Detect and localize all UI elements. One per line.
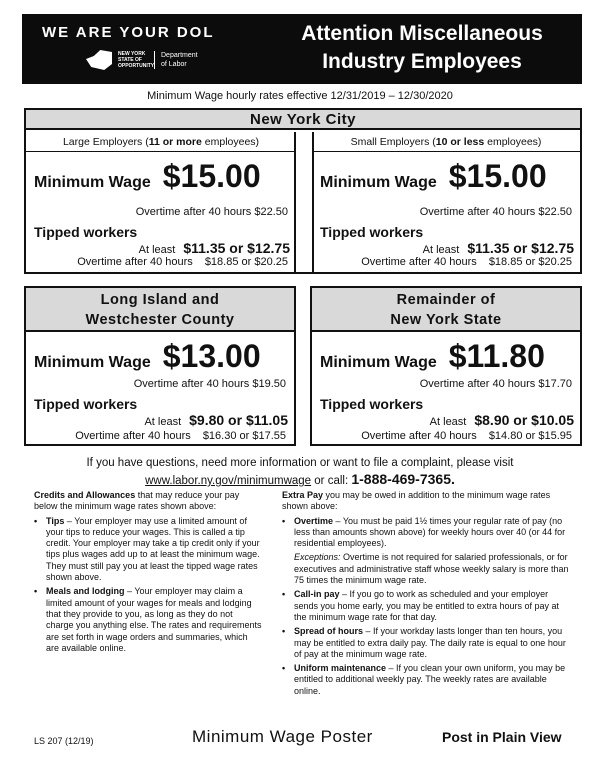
minimum-wage-value: $11.80 bbox=[448, 338, 545, 374]
minimum-wage-label: Minimum Wage bbox=[34, 174, 151, 191]
tipped-overtime-row: Overtime after 40 hours $18.85 or $20.25 bbox=[361, 256, 572, 268]
minimum-wage-value: $15.00 bbox=[448, 158, 547, 194]
minimum-wage-row bbox=[320, 338, 545, 375]
post-in-plain-view: Post in Plain View bbox=[442, 729, 562, 745]
form-code: LS 207 (12/19) bbox=[34, 736, 94, 746]
extra-pay-section bbox=[282, 490, 572, 697]
tipped-minimum-row: At least $11.35 or $12.75 bbox=[422, 240, 574, 256]
minimum-wage-label: Minimum Wage bbox=[34, 354, 151, 371]
minimum-wage-value: $15.00 bbox=[162, 158, 261, 194]
region-title: Long Island and Westchester County bbox=[26, 288, 294, 332]
minimum-wage-row bbox=[320, 158, 547, 195]
logo-divider bbox=[154, 51, 155, 69]
tipped-workers-label: Tipped workers bbox=[320, 396, 424, 412]
poster-title: Attention Miscellaneous Industry Employees bbox=[301, 22, 543, 73]
tipped-overtime-row: Overtime after 40 hours $18.85 or $20.25 bbox=[77, 256, 288, 268]
overtime-rate: Overtime after 40 hours $17.70 bbox=[419, 378, 572, 390]
minimum-wage-link[interactable]: www.labor.ny.gov/minimumwage bbox=[145, 475, 312, 487]
nyc-region bbox=[24, 108, 582, 274]
extra-pay-intro: Extra Pay you may be owed in addition to the minimum wage rates shown above: bbox=[282, 490, 551, 512]
list-item: • Overtime – You must be paid 1½ times your regular rate of pay (no less than amounts shown above) for weekly hours over 40 (or 44 for residential employees). bbox=[282, 516, 572, 550]
remainder-of-state-region bbox=[310, 286, 582, 446]
overtime-exceptions: Exceptions: Overtime is not required for salaried professionals, or for executives and administrative staff whose weekly salary is more than 75 times the minimum wage rate. bbox=[294, 552, 569, 586]
list-item: • Spread of hours – If your workday lasts longer than ten hours, you may be entitled to extra daily pay. The daily rate is equal to one hour of pay at the minimum wage rate. bbox=[282, 626, 572, 660]
tipped-overtime-row: Overtime after 40 hours $14.80 or $15.95 bbox=[361, 430, 572, 442]
tipped-minimum-row: At least $8.90 or $10.05 bbox=[429, 412, 574, 428]
department-name: Department of Labor bbox=[161, 52, 198, 68]
poster-header bbox=[22, 14, 582, 84]
phone-number: 1-888-469-7365. bbox=[351, 471, 455, 487]
brand-slogan: WE ARE YOUR DOL bbox=[42, 24, 215, 41]
contact-info: If you have questions, need more information or want to file a complaint, please visit www.labor.ny.gov/minimumwage or call: 1-888-469-7365. bbox=[0, 455, 600, 489]
large-employers-panel bbox=[26, 132, 296, 272]
overtime-rate: Overtime after 40 hours $22.50 bbox=[419, 206, 572, 218]
ny-state-wordmark: NEW YORK STATE OF OPPORTUNITY bbox=[118, 51, 155, 69]
nys-dol-logo bbox=[86, 50, 198, 70]
tipped-minimum-row: At least $11.35 or $12.75 bbox=[138, 240, 290, 256]
effective-dates: Minimum Wage hourly rates effective 12/31/2019 – 12/30/2020 bbox=[147, 90, 453, 102]
list-item: • Tips – Your employer may use a limited amount of your tips to reduce your wages. This is called a tip credit. Your employer may take a tip credit only if your tips plus wages add up to at least the minimum wage. They must still pay you at least the tipped wage rates shown above. bbox=[34, 516, 262, 584]
employer-size-label: Large Employers (11 or more employees) bbox=[26, 132, 296, 152]
small-employers-panel bbox=[312, 132, 580, 272]
tipped-workers-label: Tipped workers bbox=[34, 396, 138, 412]
minimum-wage-label: Minimum Wage bbox=[320, 354, 437, 371]
tipped-workers-label: Tipped workers bbox=[320, 224, 424, 240]
minimum-wage-row bbox=[34, 158, 261, 195]
minimum-wage-value: $13.00 bbox=[162, 338, 261, 374]
region-title: New York City bbox=[26, 110, 580, 130]
credits-intro: Credits and Allowances that may reduce your pay below the minimum wage rates shown above: bbox=[34, 490, 240, 512]
list-item: • Call-in pay – If you go to work as scheduled and your employer sends you home early, you may be entitled to extra hours of pay at the minimum wage rate for that day. bbox=[282, 589, 572, 623]
tipped-overtime-row: Overtime after 40 hours $16.30 or $17.55 bbox=[75, 430, 286, 442]
tipped-minimum-row: At least $9.80 or $11.05 bbox=[144, 412, 288, 428]
contact-text: If you have questions, need more information or want to file a complaint, please visit bbox=[86, 457, 514, 469]
minimum-wage-row bbox=[34, 338, 261, 375]
overtime-rate: Overtime after 40 hours $19.50 bbox=[133, 378, 286, 390]
credits-allowances-section bbox=[34, 490, 262, 654]
ny-state-map-icon bbox=[86, 50, 112, 70]
overtime-rate: Overtime after 40 hours $22.50 bbox=[135, 206, 288, 218]
region-title: Remainder of New York State bbox=[312, 288, 580, 332]
minimum-wage-label: Minimum Wage bbox=[320, 174, 437, 191]
tipped-workers-label: Tipped workers bbox=[34, 224, 138, 240]
poster-footer-title: Minimum Wage Poster bbox=[192, 727, 373, 746]
list-item: • Meals and lodging – Your employer may claim a limited amount of your wages for meals and lodging that they provide to you, as long as they do not charge you anything else. The rates and requirements are set forth in wage orders and summaries, which are available online. bbox=[34, 586, 262, 654]
long-island-westchester-region bbox=[24, 286, 296, 446]
list-item: • Uniform maintenance – If you clean your own uniform, you may be entitled to additional weekly pay. The weekly rates are available online. bbox=[282, 663, 572, 697]
employer-size-label: Small Employers (10 or less employees) bbox=[312, 132, 580, 152]
